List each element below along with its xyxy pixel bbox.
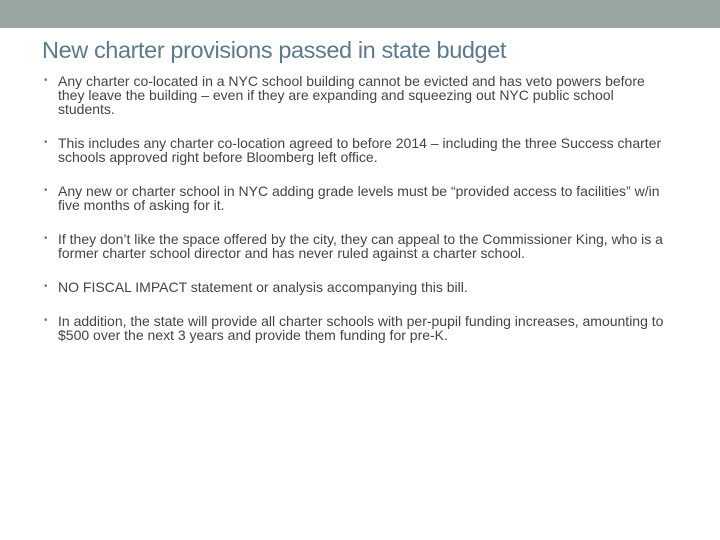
bullet-text: If they don’t like the space offered by the city, they can appeal to the Commissioner King, who is a former charter school director and has never ruled against a charter school.: [58, 231, 663, 261]
bullet-list: [42, 74, 672, 362]
bullet-item: [42, 74, 672, 116]
bullet-marker: •: [44, 185, 48, 196]
bullet-marker: •: [44, 137, 48, 148]
bullet-marker: •: [44, 233, 48, 244]
bullet-item: [42, 314, 672, 342]
bullet-text: This includes any charter co-location agreed to before 2014 – including the three Success charter schools approved right before Bloomberg left office.: [58, 135, 662, 165]
bullet-text: In addition, the state will provide all charter schools with per-pupil funding increases, amounting to $500 over the next 3 years and provide them funding for pre-K.: [58, 313, 664, 343]
bullet-text: NO FISCAL IMPACT statement or analysis accompanying this bill.: [58, 279, 468, 295]
bullet-item: [42, 184, 672, 212]
bullet-marker: •: [44, 75, 48, 86]
bullet-text: Any charter co-located in a NYC school building cannot be evicted and has veto powers before they leave the building – even if they are expanding and squeezing out NYC public school students.: [58, 73, 645, 117]
bullet-marker: •: [44, 281, 48, 292]
bullet-text: Any new or charter school in NYC adding grade levels must be “provided access to facilities” w/in five months of asking for it.: [58, 183, 660, 213]
bullet-marker: •: [44, 315, 48, 326]
top-accent-bar: [0, 0, 720, 28]
bullet-item: [42, 136, 672, 164]
slide-title: New charter provisions passed in state budget: [42, 37, 507, 63]
bullet-item: [42, 232, 672, 260]
bullet-item: [42, 280, 672, 294]
